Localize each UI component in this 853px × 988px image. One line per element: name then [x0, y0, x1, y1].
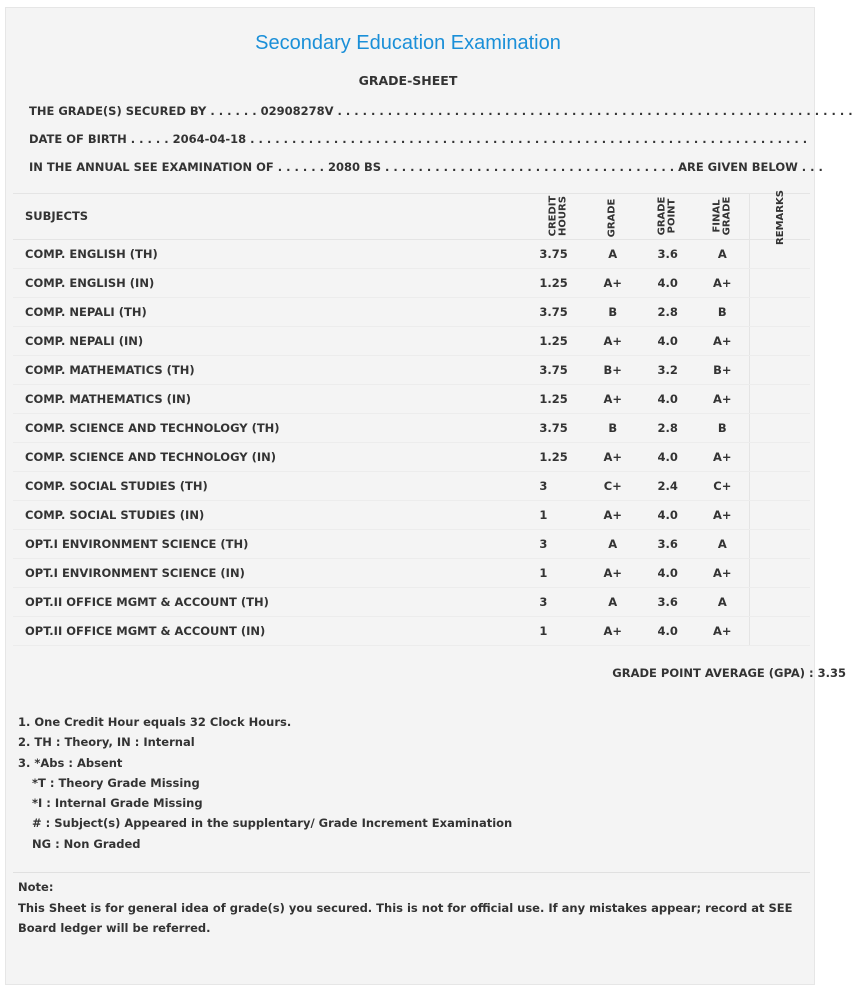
- subject-cell: OPT.II OFFICE MGMT & ACCOUNT (TH): [13, 587, 530, 616]
- table-row: [13, 239, 810, 268]
- grade-cell: A+: [585, 616, 640, 645]
- final-grade-cell: A: [695, 587, 750, 616]
- remarks-cell: [750, 587, 810, 616]
- table-row: [13, 268, 810, 297]
- remarks-cell: [750, 268, 810, 297]
- page-title: Secondary Education Examination: [255, 32, 561, 54]
- final-grade-cell: A+: [695, 384, 750, 413]
- remarks-cell: [750, 384, 810, 413]
- table-row: [13, 616, 810, 645]
- grades-table-wrapper: [13, 190, 810, 646]
- grade-point-cell: 3.6: [640, 587, 695, 616]
- table-row: [13, 326, 810, 355]
- final-grade-cell: A: [695, 529, 750, 558]
- table-header-row: [13, 194, 810, 239]
- credit-hours-cell: 1.25: [530, 326, 585, 355]
- subject-cell: COMP. ENGLISH (TH): [13, 239, 530, 268]
- note-item: *T : Theory Grade Missing: [32, 775, 200, 790]
- final-grade-cell: B: [695, 297, 750, 326]
- table-row: [13, 587, 810, 616]
- credit-hours-cell: 3.75: [530, 297, 585, 326]
- final-grade-cell: A: [695, 239, 750, 268]
- grade-cell: C+: [585, 471, 640, 500]
- header-remarks: REMARKS: [750, 194, 810, 239]
- grade-cell: A+: [585, 384, 640, 413]
- remarks-cell: [750, 616, 810, 645]
- subject-cell: COMP. NEPALI (IN): [13, 326, 530, 355]
- subject-cell: OPT.I ENVIRONMENT SCIENCE (IN): [13, 558, 530, 587]
- grade-cell: A+: [585, 442, 640, 471]
- subject-cell: COMP. NEPALI (TH): [13, 297, 530, 326]
- table-row: [13, 471, 810, 500]
- grade-point-cell: 4.0: [640, 616, 695, 645]
- grade-cell: B: [585, 297, 640, 326]
- note-label: Note:: [18, 880, 54, 894]
- table-row: [13, 384, 810, 413]
- table-row: [13, 500, 810, 529]
- subject-cell: COMP. SCIENCE AND TECHNOLOGY (TH): [13, 413, 530, 442]
- grade-point-cell: 2.8: [640, 413, 695, 442]
- grade-cell: A+: [585, 558, 640, 587]
- final-grade-cell: A+: [695, 616, 750, 645]
- credit-hours-cell: 3: [530, 587, 585, 616]
- final-grade-cell: A+: [695, 442, 750, 471]
- credit-hours-cell: 1: [530, 616, 585, 645]
- credit-hours-cell: 1.25: [530, 268, 585, 297]
- remarks-cell: [750, 297, 810, 326]
- credit-hours-cell: 1: [530, 558, 585, 587]
- grade-point-cell: 3.2: [640, 355, 695, 384]
- grade-cell: A+: [585, 500, 640, 529]
- final-grade-cell: A+: [695, 326, 750, 355]
- final-grade-cell: B: [695, 413, 750, 442]
- credit-hours-cell: 3: [530, 471, 585, 500]
- header-grade: GRADE: [585, 194, 640, 239]
- grade-cell: A: [585, 587, 640, 616]
- disclaimer-note: [13, 872, 810, 939]
- grade-cell: A: [585, 529, 640, 558]
- subject-cell: COMP. MATHEMATICS (TH): [13, 355, 530, 384]
- page-subtitle: GRADE-SHEET: [358, 73, 458, 88]
- credit-hours-cell: 1.25: [530, 442, 585, 471]
- table-row: [13, 529, 810, 558]
- credit-hours-cell: 3.75: [530, 239, 585, 268]
- remarks-cell: [750, 442, 810, 471]
- grade-point-cell: 4.0: [640, 442, 695, 471]
- subject-cell: OPT.I ENVIRONMENT SCIENCE (TH): [13, 529, 530, 558]
- note-item: *I : Internal Grade Missing: [32, 796, 203, 811]
- remarks-cell: [750, 471, 810, 500]
- header-grade-point: GRADE POINT: [640, 194, 695, 239]
- subject-cell: COMP. ENGLISH (IN): [13, 268, 530, 297]
- table-row: [13, 297, 810, 326]
- credit-hours-cell: 3.75: [530, 413, 585, 442]
- remarks-cell: [750, 326, 810, 355]
- header-subjects: SUBJECTS: [13, 194, 530, 239]
- subject-cell: COMP. SOCIAL STUDIES (IN): [13, 500, 530, 529]
- remarks-cell: [750, 558, 810, 587]
- grade-point-cell: 4.0: [640, 500, 695, 529]
- header-final-grade: FINAL GRADE: [695, 194, 750, 239]
- grade-point-cell: 2.4: [640, 471, 695, 500]
- table-row: [13, 413, 810, 442]
- grade-point-cell: 3.6: [640, 239, 695, 268]
- credit-hours-cell: 3: [530, 529, 585, 558]
- table-row: [13, 355, 810, 384]
- remarks-cell: [750, 500, 810, 529]
- note-item: # : Subject(s) Appeared in the supplentary/ Grade Increment Examination: [32, 816, 513, 831]
- subject-cell: COMP. SCIENCE AND TECHNOLOGY (IN): [13, 442, 530, 471]
- table-row: [13, 558, 810, 587]
- note-item: 3. *Abs : Absent: [18, 755, 123, 770]
- gpa-summary: GRADE POINT AVERAGE (GPA) : 3.35: [612, 666, 846, 680]
- final-grade-cell: A+: [695, 268, 750, 297]
- note-item: 2. TH : Theory, IN : Internal: [18, 735, 195, 750]
- remarks-cell: [750, 413, 810, 442]
- grade-point-cell: 3.6: [640, 529, 695, 558]
- credit-hours-cell: 1.25: [530, 384, 585, 413]
- remarks-cell: [750, 355, 810, 384]
- grade-point-cell: 4.0: [640, 558, 695, 587]
- credit-hours-cell: 3.75: [530, 355, 585, 384]
- subject-cell: OPT.II OFFICE MGMT & ACCOUNT (IN): [13, 616, 530, 645]
- grade-point-cell: 2.8: [640, 297, 695, 326]
- subject-cell: COMP. MATHEMATICS (IN): [13, 384, 530, 413]
- secured-by-line: THE GRADE(S) SECURED BY . . . . . . 02908278V . . . . . . . . . . . . . . . . . . . . . . . . . . . . . . . . . . . . . . . . . . . . . . . . . . . . . . . . . . . . . .: [29, 104, 853, 118]
- header-credit-hours: CREDIT HOURS: [530, 194, 585, 239]
- grade-cell: A+: [585, 326, 640, 355]
- exam-line: IN THE ANNUAL SEE EXAMINATION OF . . . . . . 2080 BS . . . . . . . . . . . . . . . . . . . . . . . . . . . . . . . . . . . ARE GIVEN BELOW . . .: [29, 160, 823, 174]
- grade-cell: A: [585, 239, 640, 268]
- final-grade-cell: C+: [695, 471, 750, 500]
- final-grade-cell: A+: [695, 500, 750, 529]
- grade-point-cell: 4.0: [640, 384, 695, 413]
- grade-point-cell: 4.0: [640, 268, 695, 297]
- subject-cell: COMP. SOCIAL STUDIES (TH): [13, 471, 530, 500]
- grades-table: [13, 190, 810, 646]
- grade-cell: A+: [585, 268, 640, 297]
- final-grade-cell: A+: [695, 558, 750, 587]
- credit-hours-cell: 1: [530, 500, 585, 529]
- table-row: [13, 442, 810, 471]
- note-text: This Sheet is for general idea of grade(s) you secured. This is not for official use. If any mistakes appear; record at SEE Board ledger will be referred.: [18, 900, 793, 935]
- note-item: NG : Non Graded: [32, 836, 141, 851]
- dob-line: DATE OF BIRTH . . . . . 2064-04-18 . . . . . . . . . . . . . . . . . . . . . . . . . . . . . . . . . . . . . . . . . . . . . . . . . . . . . . . . . . . . . . . . . . .: [29, 132, 808, 146]
- grade-cell: B: [585, 413, 640, 442]
- note-item: 1. One Credit Hour equals 32 Clock Hours.: [18, 715, 292, 729]
- notes-list: [18, 712, 512, 854]
- grade-cell: B+: [585, 355, 640, 384]
- remarks-cell: [750, 529, 810, 558]
- final-grade-cell: B+: [695, 355, 750, 384]
- grade-point-cell: 4.0: [640, 326, 695, 355]
